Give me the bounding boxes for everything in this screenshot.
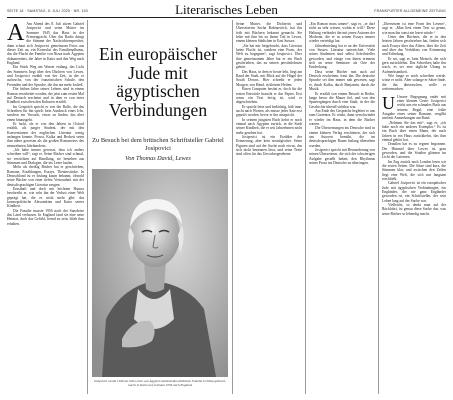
paragraph: „Ich habe immer gewusst, dass ich anders schreiben will“, sagt er. Seine Bücher sind schmal, sie verzichten auf Handlung, sie bestehen aus Stimmen und Dialogen, die ins Leere laufen.: [7, 147, 84, 165]
paragraph: Die Übersetzungen ins Deutsche sind in einem kleinen Verlag erschienen, der sich um Autoren bemüht, die im deutschsprachigen Raum bislang übersehen wurden.: [309, 126, 375, 148]
header-rule: [7, 17, 446, 18]
article-deck: Zu Besuch bei dem britischen Schriftsteller Gabriel Josipovici: [92, 137, 224, 152]
paragraph: Dass seine Bücher nun auch auf Deutsch erscheinen, freut ihn. Die deutsche Sprache sei ihm immer nah gewesen, sagt er, durch Kafka, durch Benjamin, durch die Musik.: [309, 69, 375, 92]
paragraph: „Sie hat mir beigebracht, dass Literatur keine Flucht ist, sondern eine Form, der Welt zu begegnen“, sagt Josipovici. Über ihre gemeinsamen Jahre hat er ein Buch geschrieben, das zu seinen persönlichsten gehört.: [236, 43, 302, 70]
column-divider: [232, 20, 233, 394]
column-divider: [305, 20, 306, 394]
paragraph: Jahrzehntelang hat er an der Universität von Sussex Literatur unterrichtet. Viele seiner Studenten sind selbst Schriftsteller geworden, und einige von ihnen erinnern sich an seine Seminare als Orte der Entdeckung.: [309, 43, 375, 70]
paragraph: Im Zug zurück nach London lesen wir die ersten Seiten. Die Sätze sind kurz, die Stimmen klar, und zwischen den Zeilen liegt eine Welt, die sich nur langsam erschließt.: [382, 159, 446, 182]
text-column-3: [236, 22, 302, 394]
paragraph: Er lacht, als er von den Jahren in Oxford erzählt, als junger Student, der mit den Konventionen der englischen Literatur wenig anfangen konnte. Proust, Kafka und Beckett seien ihm näher gewesen als die großen Romanciers des neunzehnten Jahrhunderts.: [7, 121, 84, 148]
paragraph: Am Abend des 8. Juli sitzen Gabriel Josipovici und seine Mutter im Sommer 1945 das Haus in der Prinsengracht. Über das Radio dringt die Stimme der Nachrichtensprecher, dann schaut sich Josipovici gemeinsam Fotos aus dieser Zeit an, ein Konvolut des Familienalbums, das die Flucht der Familie von Nizza nach Ägypten dokumentiert, die Jahre in Kairo und den Weg nach England.: [7, 22, 84, 66]
paragraph: Er sei, sagt er, kein Mensch, der sich gern zurücklehnt. Das Schreiben halte ihn wach, es sei eine tägliche Übung in Aufmerksamkeit.: [382, 56, 446, 74]
paragraph: Josipovici ist ein Erzähler der Erinnerung, aber kein nostalgischer. Seine Figuren sind auf der Suche nach etwas, das sich nicht benennen lässt, und seine Texte sind offen für das Unvorhergesehene.: [236, 134, 302, 157]
paragraph: Am Ende des Gesprächs begleitet er uns zum Gartentor. Er winkt, dann verschwindet er wieder im Haus, in dem die Bücher warten.: [309, 108, 375, 126]
paragraph: Vielleicht, so denkt man auf der Rückfahrt, ist genau diese Suche das, was seine Bücher so lebendig macht.: [382, 203, 446, 216]
text-column-4: [309, 22, 375, 394]
column-divider: [378, 20, 379, 394]
paragraph: Draußen hat es zu regnen begonnen. Der Himmel über Lewes ist grau geworden, und die Straßen glänzen im Licht der Laternen.: [382, 142, 446, 160]
paragraph: Wie lange er noch schreiben werde, wisse er nicht. Aber solange er Sätze finde, die ihn überraschen, wolle er weitermachen.: [382, 74, 446, 92]
text-column-5: [382, 22, 446, 394]
newspaper-name: FRANKFURTER ALLGEMEINE ZEITUNG: [374, 9, 446, 13]
paragraph: Ernsthaft und doch mit leichtem Humor beschreibt er, wie sehr ihn der Verlust einer Welt geprägt hat, die es nicht mehr gibt: das kosmopolitische Alexandrien und Kairo seiner Kindheit.: [7, 187, 84, 209]
paragraph: „Nehmen Sie das mit“, sagt er, „ich habe noch ein anderes Exemplar.“ Es ist ein Buch über einen Mann, der nach Jahren in ein Haus zurückkehrt, das ihm einmal gehört hat.: [382, 120, 446, 142]
paragraph-text: Unsere Begegnung endet mit einer kleinen Geste: Josipovici reicht uns ein schmales Buch aus seinem Regal, eine frühe Ausgabe eines seiner Romane, vergilbt und mit Anmerkungen am Rand.: [382, 94, 446, 121]
paragraph: Er spricht leise und bedächtig, hält inne, sucht nach Worten, als müsse jeder Satz erst geprüft werden, bevor er ihn ausspricht.: [236, 104, 302, 118]
portrait-illustration: [92, 169, 228, 377]
paragraph: [382, 92, 446, 121]
drop-cap: U: [382, 92, 395, 113]
paragraph: „Ein Roman muss atmen“, sagt er, „er darf nicht zu sehr wissen, wohin er will.“ Diese Haltung verbindet ihn mit jenen Autoren der Moderne, die er in seinen Essays immer wieder verteidigt hat.: [309, 22, 375, 44]
paragraph: Ein Stück Weg am Wasser entlang, das Licht des Sommers liegt über den Dächern von Lewes, und Josipovici erzählt von der Zeit, in der er aufwuchs, von der französischen Schule, den Freunden und der Sprache, die ihn nie mehr losließ.: [7, 65, 84, 87]
drop-cap: A: [7, 22, 25, 46]
text-column-1: [7, 22, 84, 394]
section-title: Literarisches Leben: [175, 2, 278, 17]
paragraph: Seine Mutter, die Dichterin und Übersetzerin Sacha Rabinovitch, hat ihn früh mit Büchern bekannt gemacht. Sie lebte mit ihm bis zu ihrem Tod in Lewes, einem kleinen Städtchen in East Sussex.: [236, 22, 302, 44]
photo-caption: Josipovici wurde 1940 als Sohn einer aus Ägypten stammenden jüdischen Familie in Nizza geboren, wuchs in Kairo auf und kam 1956 nach England.: [93, 379, 227, 387]
page-info: SEITE 18 · SAMSTAG, 5. JULI 2025 · NR. 153: [7, 9, 88, 13]
paragraph: Einen Computer besitzt er, doch für die ersten Entwürfe braucht er das Papier. Erst wenn ein Text fertig ist, wird er abgeschrieben.: [236, 87, 302, 105]
paragraph: Unter den Büchern, die er in den letzten Jahren geschrieben hat, finden sich auch Essays über das Altern, über die Zeit und über das Verhältnis von Erinnerung und Erfindung.: [382, 35, 446, 57]
paragraph: Gabriel Josipovici ist ein europäischer Jude mit ägyptischen Verbindungen, ein Engländer, der nie ganz Engländer geworden ist, ein Schriftsteller, der sein Leben lang auf der Suche war.: [382, 181, 446, 203]
paragraph: Die Familie musste 1956 nach der Suezkrise das Land verlassen. In England fand sie eine neue Heimat, doch das Gefühl, fremd zu sein, blieb ihm erhalten.: [7, 208, 84, 226]
paragraph: Josipovici spricht mit Bewunderung von seinen Übersetzern, die sich der schwierigen Aufgabe gestellt haben, den Rhythmus seiner Prosa ins Deutsche zu übertragen.: [309, 147, 375, 165]
paragraph: Im Gespräch spricht er von der Rolle, die das Schreiben für ihn spielt: kein Ausdruck eines Ichs, sondern ein Versuch, etwas zu finden, das über einen hinausgeht.: [7, 104, 84, 122]
paragraph: Er erzählt von einem Besuch in Berlin, lange bevor die Mauer fiel, und von den Spaziergängen durch eine Stadt, in der die Geschichte überall sichtbar war.: [309, 91, 375, 109]
paragraph: Die frühen Jahre seines Lebens sind in einem Roman verarbeitet worden, der jetzt zum ersten Mal auf Deutsch erscheint und in dem er von einer Kindheit zwischen den Kulturen erzählt.: [7, 87, 84, 105]
paragraph: „Übersetzen ist eine Form des Lesens“, sagt er. „Man liest einen Text so genau, wie man ihn sonst nie lesen würde.“: [382, 22, 446, 35]
article-byline: Von Thomas David, Lewes: [125, 155, 191, 162]
paragraph: Mehr als dreißig Bücher hat er geschrieben, Romane, Erzählungen, Essays, Theaterstücke. In Deutschland ist er bislang kaum bekannt, obwohl seine Bücher von einer tiefen Vertrautheit mit der deutschsprachigen Literatur zeugen.: [7, 165, 84, 187]
paragraph: Das Haus, in dem er heute lebt, liegt am Rand der Stadt, mit Blick auf die Hügel der South Downs. Hier schreibt er jeden Morgen, von Hand, in kleinen Heften.: [236, 69, 302, 87]
author-portrait: [92, 169, 228, 377]
article-headline: Ein europäischer Jude mit ägyptischen Verbindungen: [98, 44, 218, 120]
paragraph: In seinem jüngsten Buch kehrt er noch einmal nach Ägypten zurück, in die Stadt seiner Kindheit, die er seit Jahrzehnten nicht mehr gesehen hat.: [236, 117, 302, 135]
